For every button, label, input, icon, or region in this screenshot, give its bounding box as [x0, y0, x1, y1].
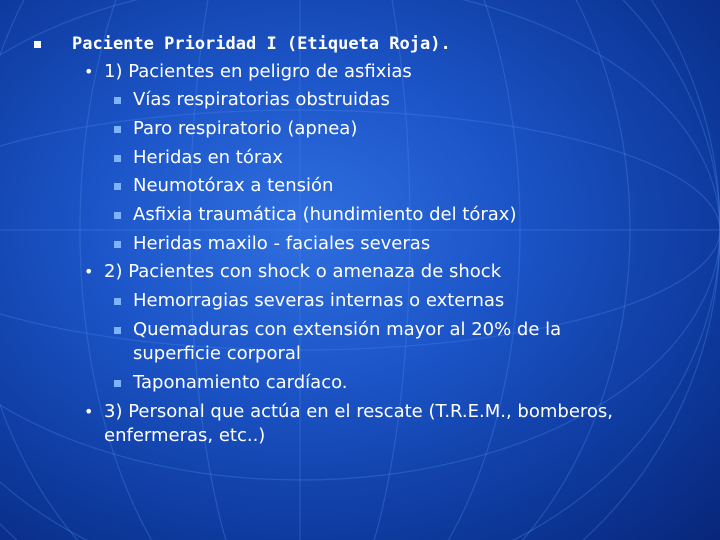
group-2-label: 2) Pacientes con shock o amenaza de shock [104, 261, 502, 282]
sub-bullet-icon [114, 298, 121, 305]
group-1-item: Heridas en tórax [133, 147, 283, 168]
group-2-item: Quemaduras con extensión mayor al 20% de la [133, 319, 562, 340]
slide-title: Paciente Prioridad I (Etiqueta Roja). [72, 34, 451, 54]
title-bullet-icon [34, 41, 41, 48]
sub-bullet-icon [114, 183, 121, 190]
group-1-label: 1) Pacientes en peligro de asfixias [104, 61, 412, 82]
group-2-item: Taponamiento cardíaco. [133, 372, 348, 393]
sub-bullet-icon [114, 155, 121, 162]
group-1-item: Asfixia traumática (hundimiento del tórax) [133, 204, 517, 225]
group-1-item: Vías respiratorias obstruidas [133, 89, 390, 110]
sub-bullet-icon [114, 241, 121, 248]
sub-bullet-icon [114, 126, 121, 133]
sub-bullet-icon [114, 212, 121, 219]
sub-bullet-icon [114, 327, 121, 334]
group-3-label-continuation: enfermeras, etc..) [104, 425, 266, 446]
group-1-item: Paro respiratorio (apnea) [133, 118, 358, 139]
sub-bullet-icon [114, 97, 121, 104]
group-2-item-continuation: superficie corporal [133, 343, 301, 364]
bullet-dot-icon: • [84, 62, 94, 81]
group-1-item: Heridas maxilo - faciales severas [133, 233, 431, 254]
bullet-dot-icon: • [84, 262, 94, 281]
group-3-label: 3) Personal que actúa en el rescate (T.R.E.M., bomberos, [104, 401, 614, 422]
group-1-item: Neumotórax a tensión [133, 175, 334, 196]
group-2-item: Hemorragias severas internas o externas [133, 290, 505, 311]
bullet-dot-icon: • [84, 402, 94, 421]
sub-bullet-icon [114, 380, 121, 387]
